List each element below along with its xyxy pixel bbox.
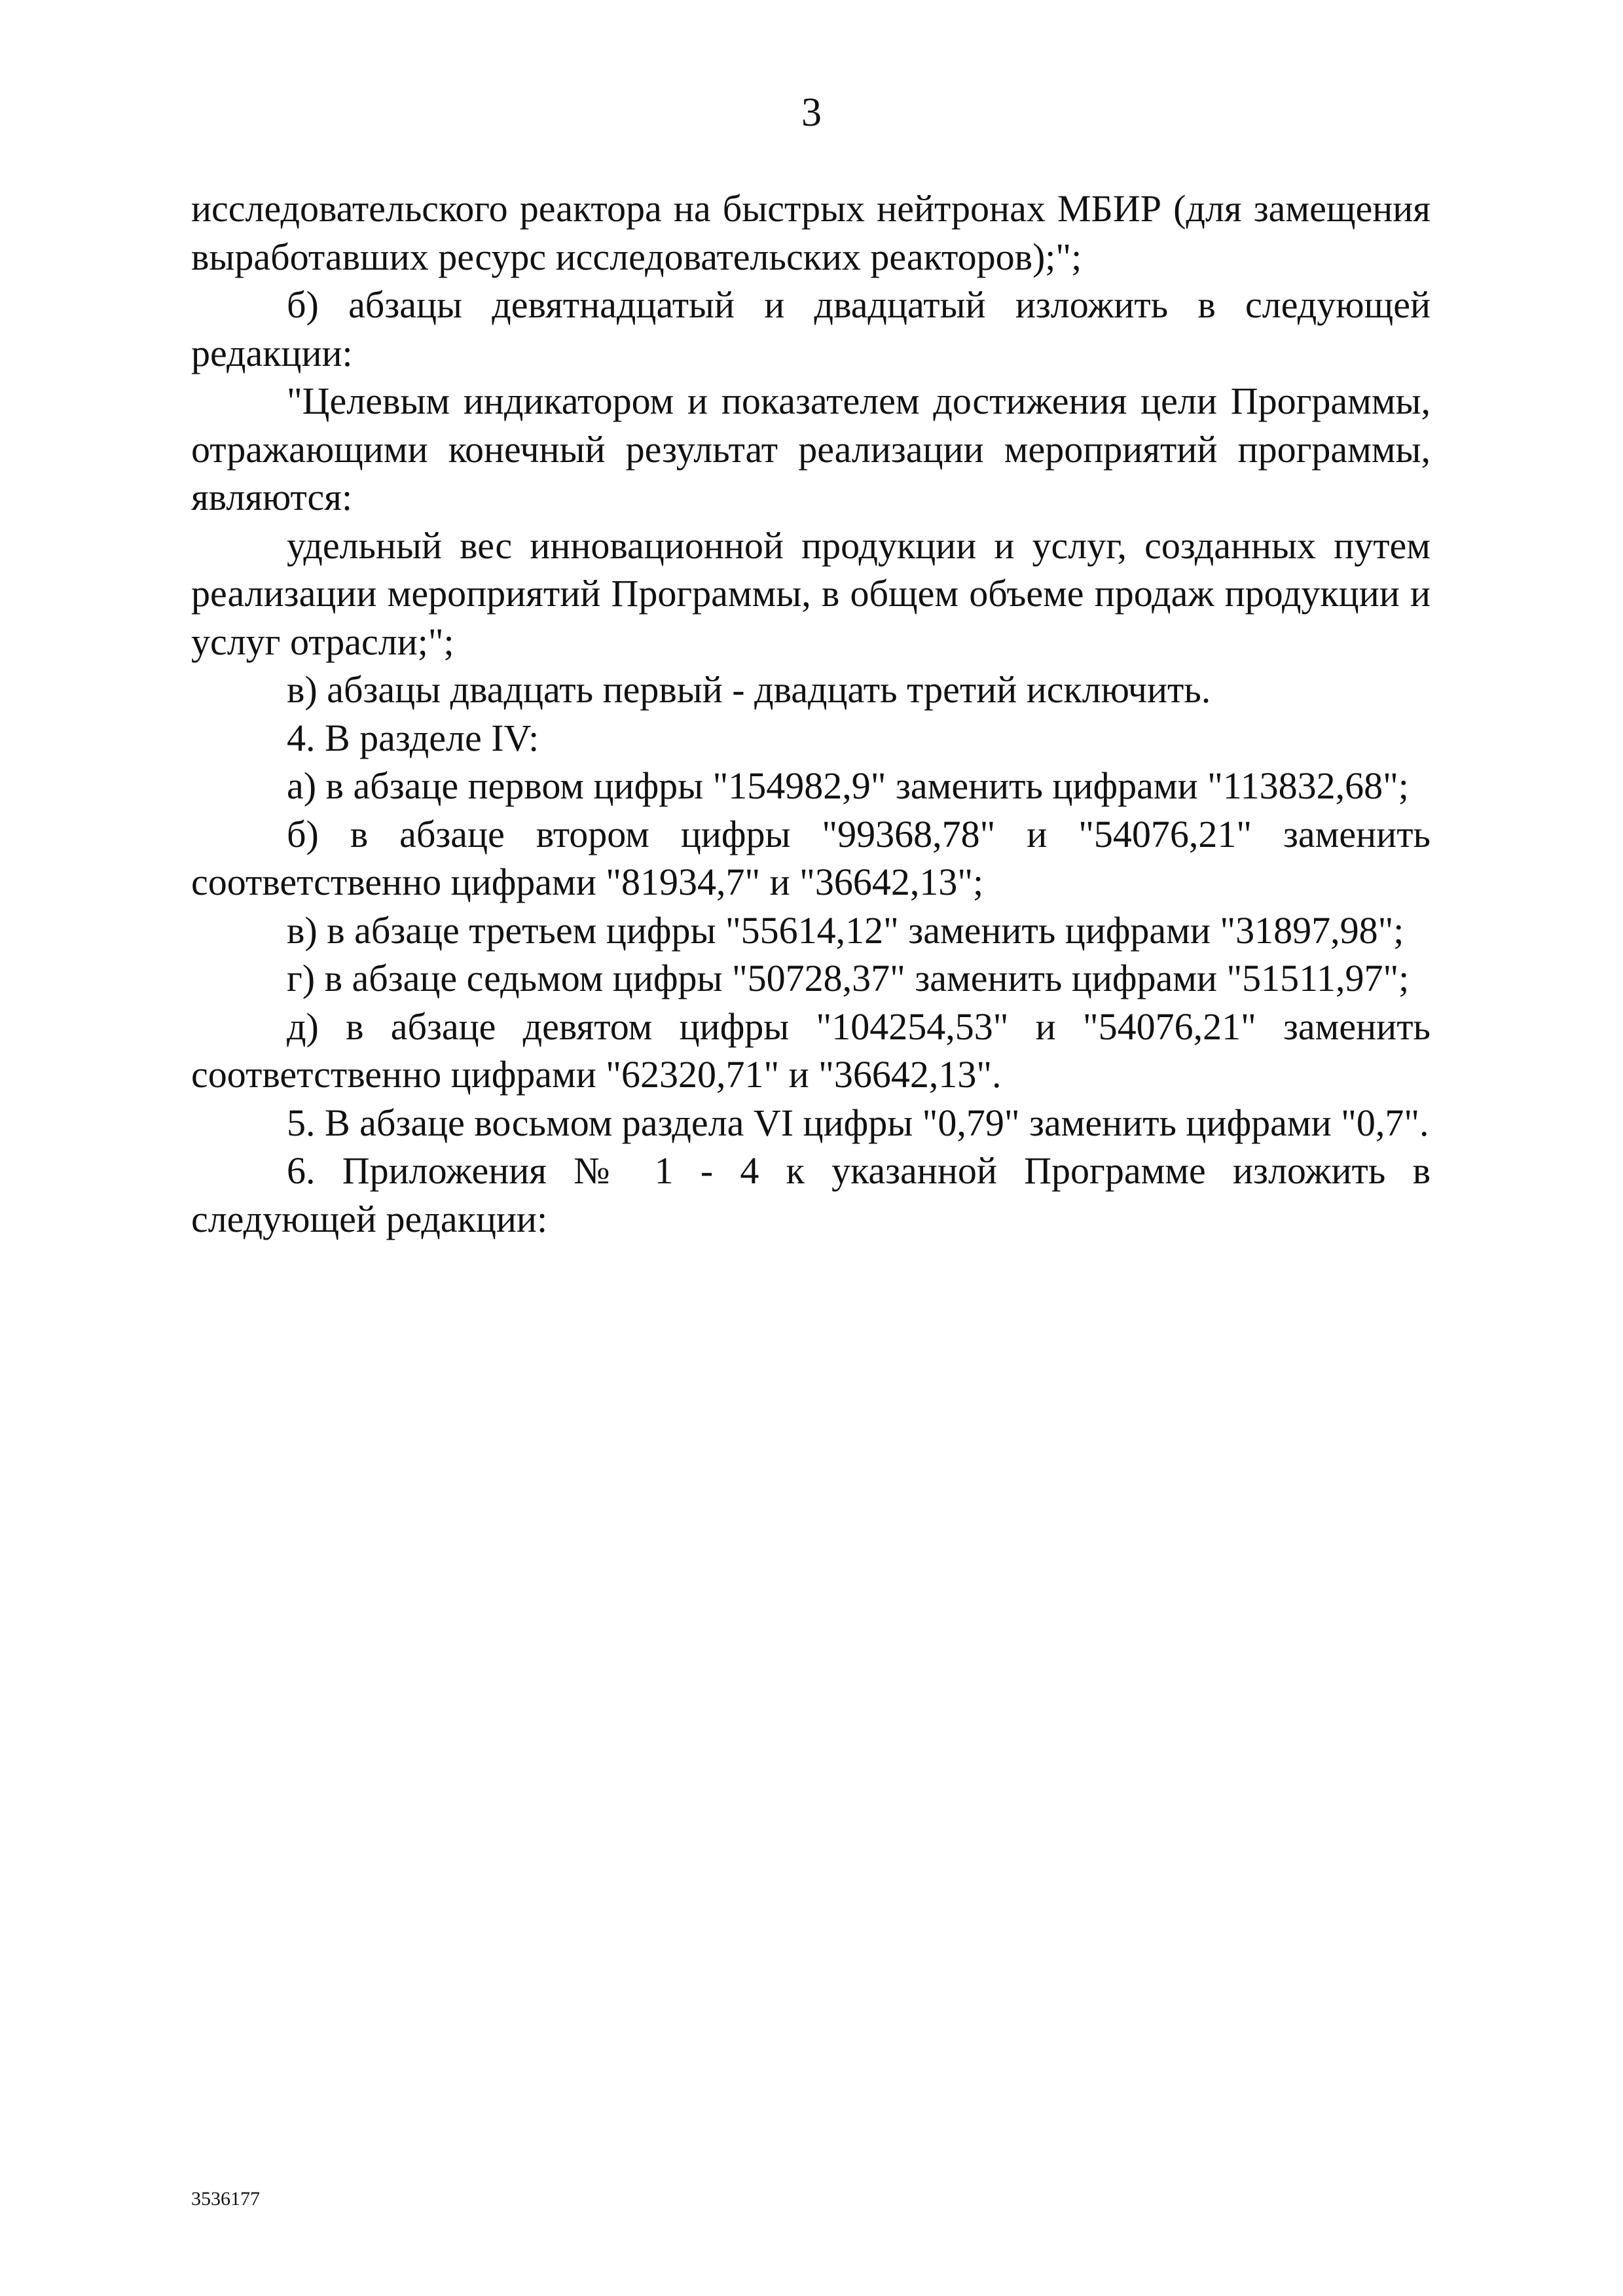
paragraph-appendices: 6. Приложения № 1 - 4 к указанной Программе изложить в следующей редакции: (191, 1149, 1431, 1240)
document-code: 3536177 (191, 2188, 260, 2210)
paragraph-section-vi: 5. В абзаце восьмом раздела VI цифры "0,79" заменить цифрами "0,7". (287, 1101, 1429, 1144)
paragraph-target-indicator: "Целевым индикатором и показателем достижения цели Программы, отражающими конечный результат реализации мероприятий программы, являются: (191, 380, 1431, 518)
paragraph-b-second: б) в абзаце втором цифры "99368,78" и "54076,21" заменить соответственно цифрами "81934,7" и "36642,13"; (191, 812, 1431, 903)
paragraph-continuation: исследовательского реактора на быстрых нейтронах МБИР (для замещения выработавших ресурс исследовательских реакторов);"; (191, 187, 1431, 278)
paragraph-v-third: в) в абзаце третьем цифры "55614,12" заменить цифрами "31897,98"; (287, 908, 1404, 952)
paragraph-section-iv: 4. В разделе IV: (287, 716, 539, 759)
paragraph-v-exclude: в) абзацы двадцать первый - двадцать третий исключить. (287, 668, 1211, 711)
paragraph-g-seventh: г) в абзаце седьмом цифры "50728,37" заменить цифрами "51511,97"; (287, 957, 1410, 999)
paragraph-d-ninth: д) в абзаце девятом цифры "104254,53" и "54076,21" заменить соответственно цифрами "62320,71" и "36642,13". (191, 1005, 1431, 1096)
document-body (191, 185, 1431, 1243)
page-number: 3 (801, 90, 822, 135)
paragraph-b-nineteenth-twentieth: б) абзацы девятнадцатый и двадцатый изложить в следующей редакции: (191, 283, 1431, 374)
paragraph-share-innovative-products: удельный вес инновационной продукции и услуг, созданных путем реализации мероприятий Программы, в общем объеме продаж продукции и услуг отрасли;"; (191, 524, 1431, 663)
paragraph-a-first: а) в абзаце первом цифры "154982,9" заменить цифрами "113832,68"; (287, 764, 1409, 807)
